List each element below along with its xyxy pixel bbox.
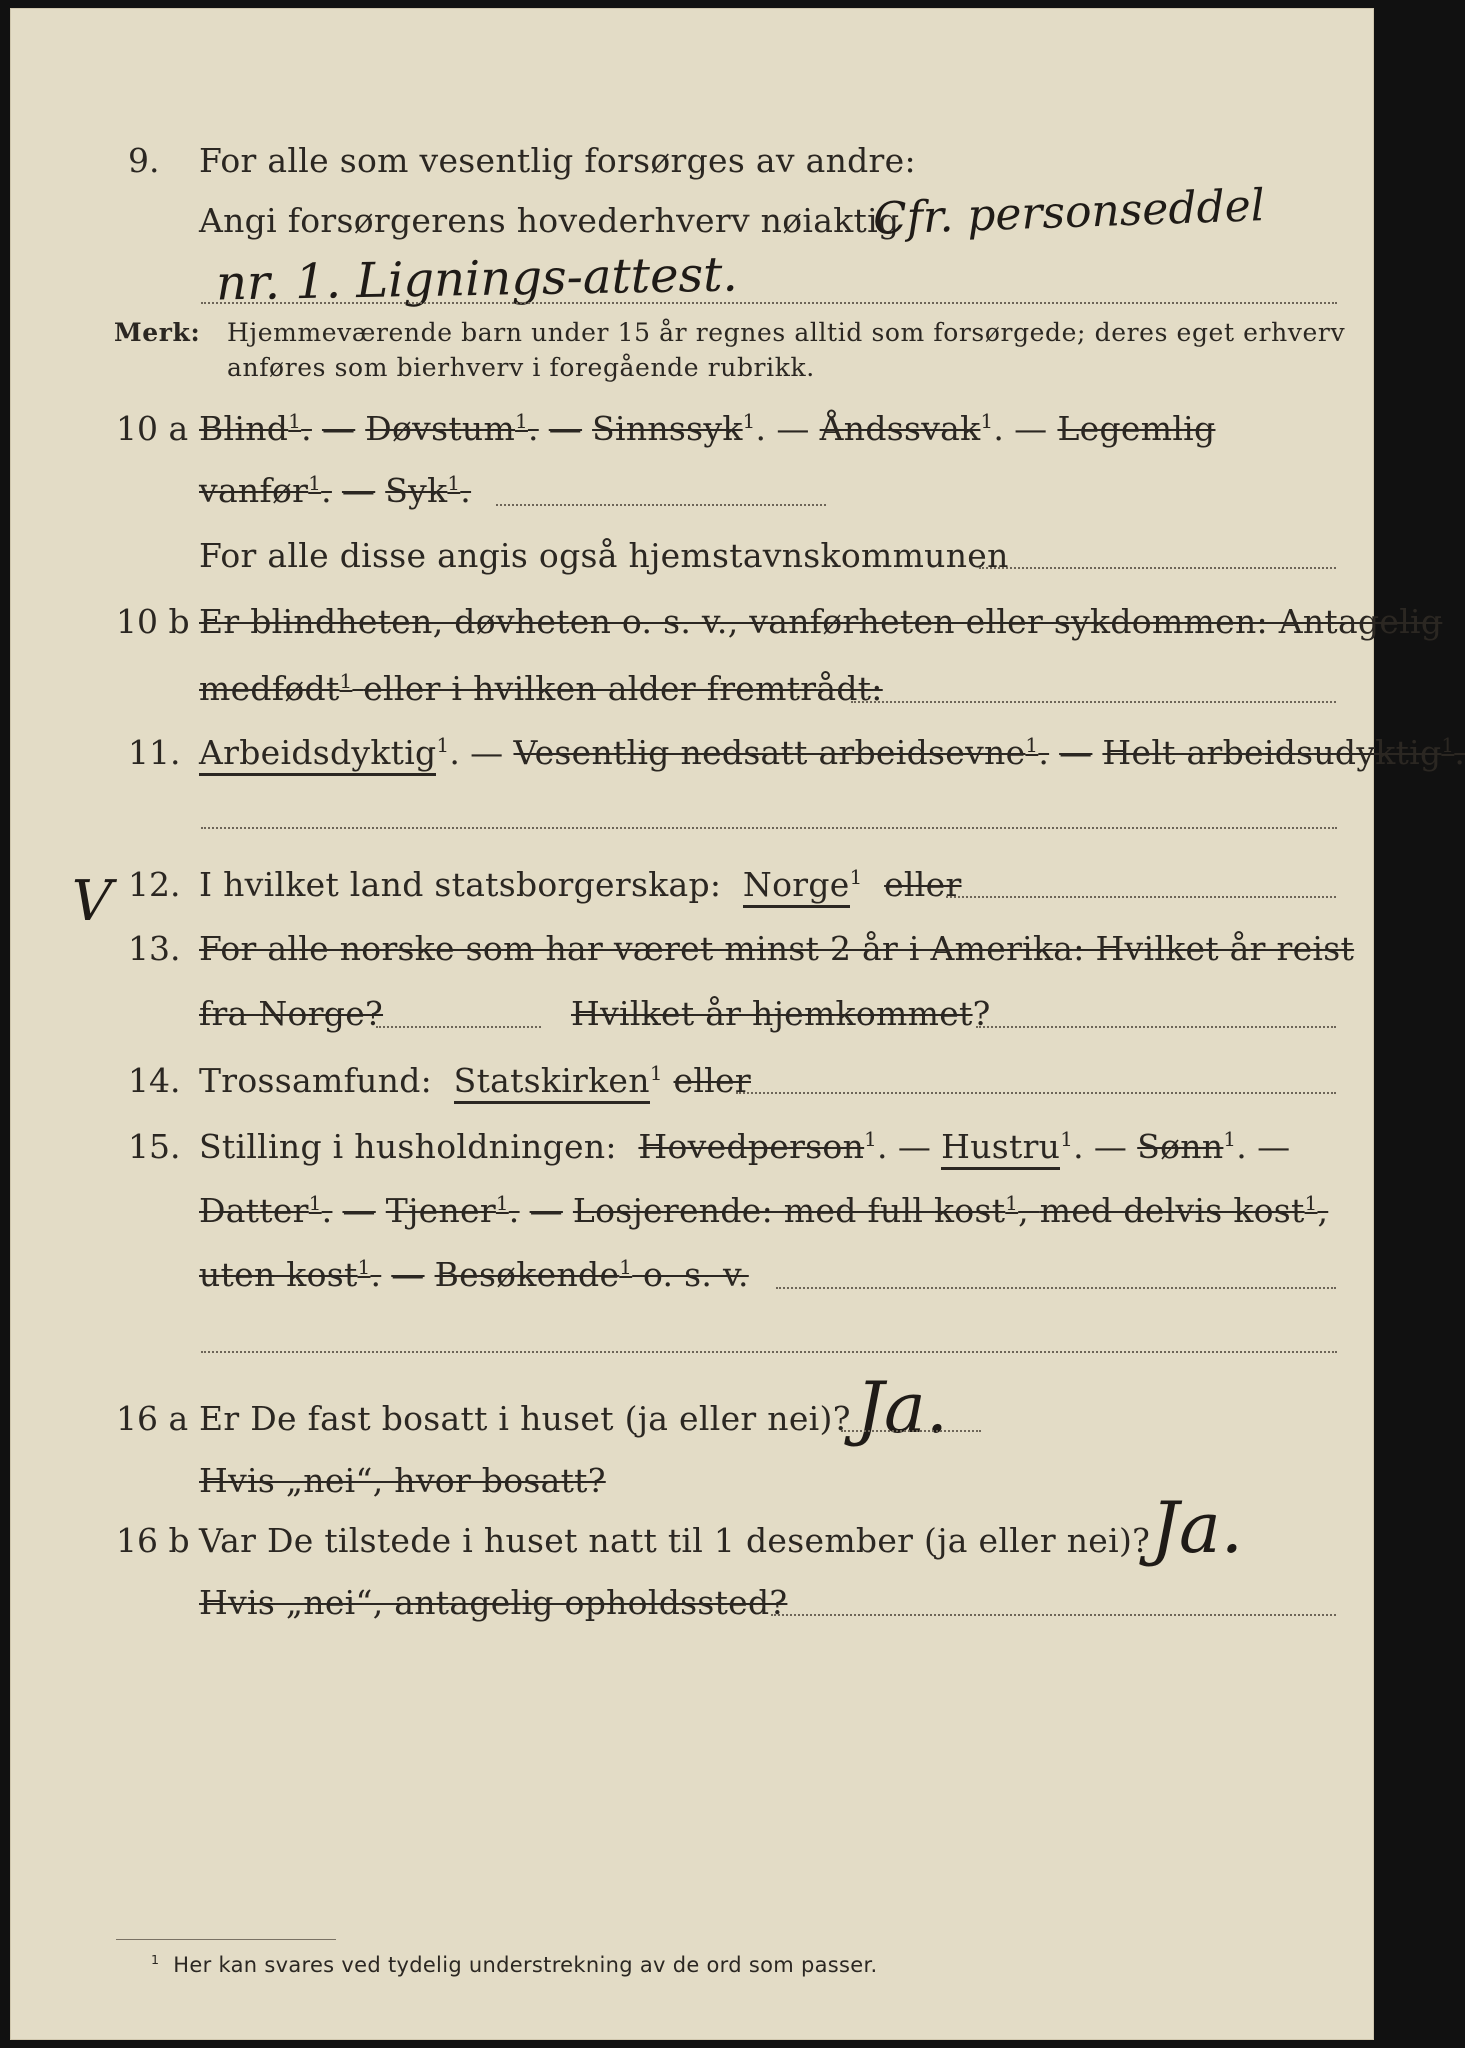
- footnote-text: Her kan svares ved tydelig understrekning av de ord som passer.: [173, 1953, 878, 1977]
- item-16b-answer-line: [771, 1614, 1336, 1616]
- opt-legemlig: Legemlig: [1057, 409, 1216, 448]
- item-12-number: 12.: [128, 865, 181, 904]
- item-14-line: Trossamfund: Statskirken$^1$ eller: [199, 1061, 751, 1101]
- margin-tick-mark: V: [64, 869, 119, 934]
- opt-sonn: Sønn: [1137, 1127, 1224, 1166]
- opt-andssvak: Åndssvak: [819, 409, 981, 448]
- opt-sinnssyk: Sinnssyk: [592, 409, 743, 448]
- footnote-rule: [116, 1939, 336, 1940]
- opt-losjerende-full: Losjerende: med full kost: [572, 1191, 1006, 1230]
- item-11-number: 11.: [128, 733, 181, 772]
- opt-hustru-selected: Hustru: [941, 1127, 1060, 1170]
- opt-syk: Syk: [385, 471, 448, 510]
- item-15-extra-line: [201, 1351, 1337, 1353]
- item-13-number: 13.: [128, 929, 181, 968]
- footnote: [151, 1951, 877, 1979]
- footnote-mark: 1: [151, 1952, 160, 1967]
- item-10a-answer-line: [496, 504, 826, 506]
- merk-line2: anføres som bierhverv i foregående rubrikk.: [227, 353, 815, 382]
- merk-label: Merk:: [114, 318, 201, 347]
- opt-tjener: Tjener: [385, 1191, 496, 1230]
- item-10a-options-line1: Blind$^1$. — Døvstum$^1$. — Sinnssyk$^1$. — Åndssvak$^1$. — Legemlig: [199, 409, 1216, 448]
- item-13-year-right-line: [976, 1026, 1336, 1028]
- opt-delvis-kost: med delvis kost: [1039, 1191, 1305, 1230]
- opt-dovstum: Døvstum: [365, 409, 516, 448]
- opt-datter: Datter: [199, 1191, 309, 1230]
- item-13-line2a: fra Norge?: [199, 994, 384, 1033]
- item-16b-line1: Var De tilstede i huset natt til 1 desember (ja eller nei)?: [199, 1521, 1151, 1560]
- item-14-answer-statskirken: Statskirken: [454, 1061, 650, 1104]
- opt-uten-kost: uten kost: [199, 1255, 358, 1294]
- item-10b-line1: Er blindheten, døvheten o. s. v., vanførheten eller sykdommen: Antagelig: [199, 602, 1443, 641]
- item-12-line: I hvilket land statsborgerskap: Norge$^1$ eller: [199, 865, 962, 905]
- item-16a-line2: Hvis „nei“, hvor bosatt?: [199, 1461, 606, 1500]
- opt-blind: Blind: [199, 409, 289, 448]
- item-16b-number: 16 b: [116, 1521, 190, 1560]
- item-10a-options-line2: vanfør$^1$. — Syk$^1$.: [199, 471, 472, 510]
- item-15-line2: Datter$^1$. — Tjener$^1$. — Losjerende: med full kost$^1$, med delvis kost$^1$,: [199, 1191, 1329, 1230]
- item-16a-handwritten-answer: Ja.: [856, 1367, 949, 1449]
- opt-udyktig: Helt arbeidsudyktig: [1102, 733, 1442, 772]
- item-13-year-left-line: [376, 1026, 541, 1028]
- item-10a-number: 10 a: [116, 409, 189, 448]
- item-15-line3: uten kost$^1$. — Besøkende$^1$ o. s. v.: [199, 1255, 749, 1294]
- item-15-number: 15.: [128, 1127, 181, 1166]
- item-10a-line3: For alle disse angis også hjemstavnskommunen: [199, 536, 1009, 575]
- item-14-number: 14.: [128, 1061, 181, 1100]
- item-16b-line2: Hvis „nei“, antagelig opholdssted?: [199, 1583, 788, 1622]
- item-14-answer-line: [736, 1092, 1336, 1094]
- item-10a-hjemstavn-line: [979, 567, 1336, 569]
- item-13-line2b: Hvilket år hjemkommet?: [571, 994, 991, 1033]
- item-12-answer-norge: Norge: [743, 865, 850, 908]
- opt-nedsatt: Vesentlig nedsatt arbeidsevne: [513, 733, 1026, 772]
- item-16a-line1: Er De fast bosatt i huset (ja eller nei)?: [199, 1399, 851, 1438]
- item-11-answer-line: [201, 827, 1337, 829]
- item-15-answer-line: [776, 1287, 1336, 1289]
- item-11-options: Arbeidsdyktig$^1$. — Vesentlig nedsatt arbeidsevne$^1$. — Helt arbeidsudyktig$^1$.: [199, 733, 1465, 773]
- item-9-handwritten-answer-2: nr. 1. Lignings-attest.: [215, 246, 739, 312]
- merk-line1: Hjemmeværende barn under 15 år regnes alltid som forsørgede; deres eget erhverv: [227, 318, 1346, 347]
- item-12-answer-line: [946, 896, 1336, 898]
- item-9-handwritten-answer-1: Cfr. personseddel: [872, 180, 1266, 245]
- item-10b-number: 10 b: [116, 602, 190, 641]
- opt-besokende: Besøkende: [434, 1255, 620, 1294]
- item-16a-number: 16 a: [116, 1399, 189, 1438]
- item-15-line1: Stilling i husholdningen: Hovedperson$^1$. — Hustru$^1$. — Sønn$^1$. —: [199, 1127, 1300, 1167]
- opt-hovedperson: Hovedperson: [638, 1127, 865, 1166]
- opt-vanfor: vanfør: [199, 471, 309, 510]
- item-16b-handwritten-answer: Ja.: [1151, 1487, 1244, 1569]
- item-13-line1: For alle norske som har været minst 2 år i Amerika: Hvilket år reist: [199, 929, 1355, 968]
- item-9-answer-line: [201, 302, 1337, 304]
- item-16a-answer-line: [841, 1430, 981, 1432]
- census-form-page: [10, 8, 1465, 2040]
- item-10b-line2: medfødt$^1$ eller i hvilken alder fremtrådt:: [199, 669, 883, 708]
- opt-arbeidsdyktig-selected: Arbeidsdyktig: [199, 733, 436, 776]
- item-10b-answer-line: [851, 701, 1336, 703]
- item-9-line2: Angi forsørgerens hovederhverv nøiaktig: [199, 201, 900, 240]
- item-9-line1: For alle som vesentlig forsørges av andre:: [199, 141, 916, 180]
- item-9-number: 9.: [128, 141, 160, 180]
